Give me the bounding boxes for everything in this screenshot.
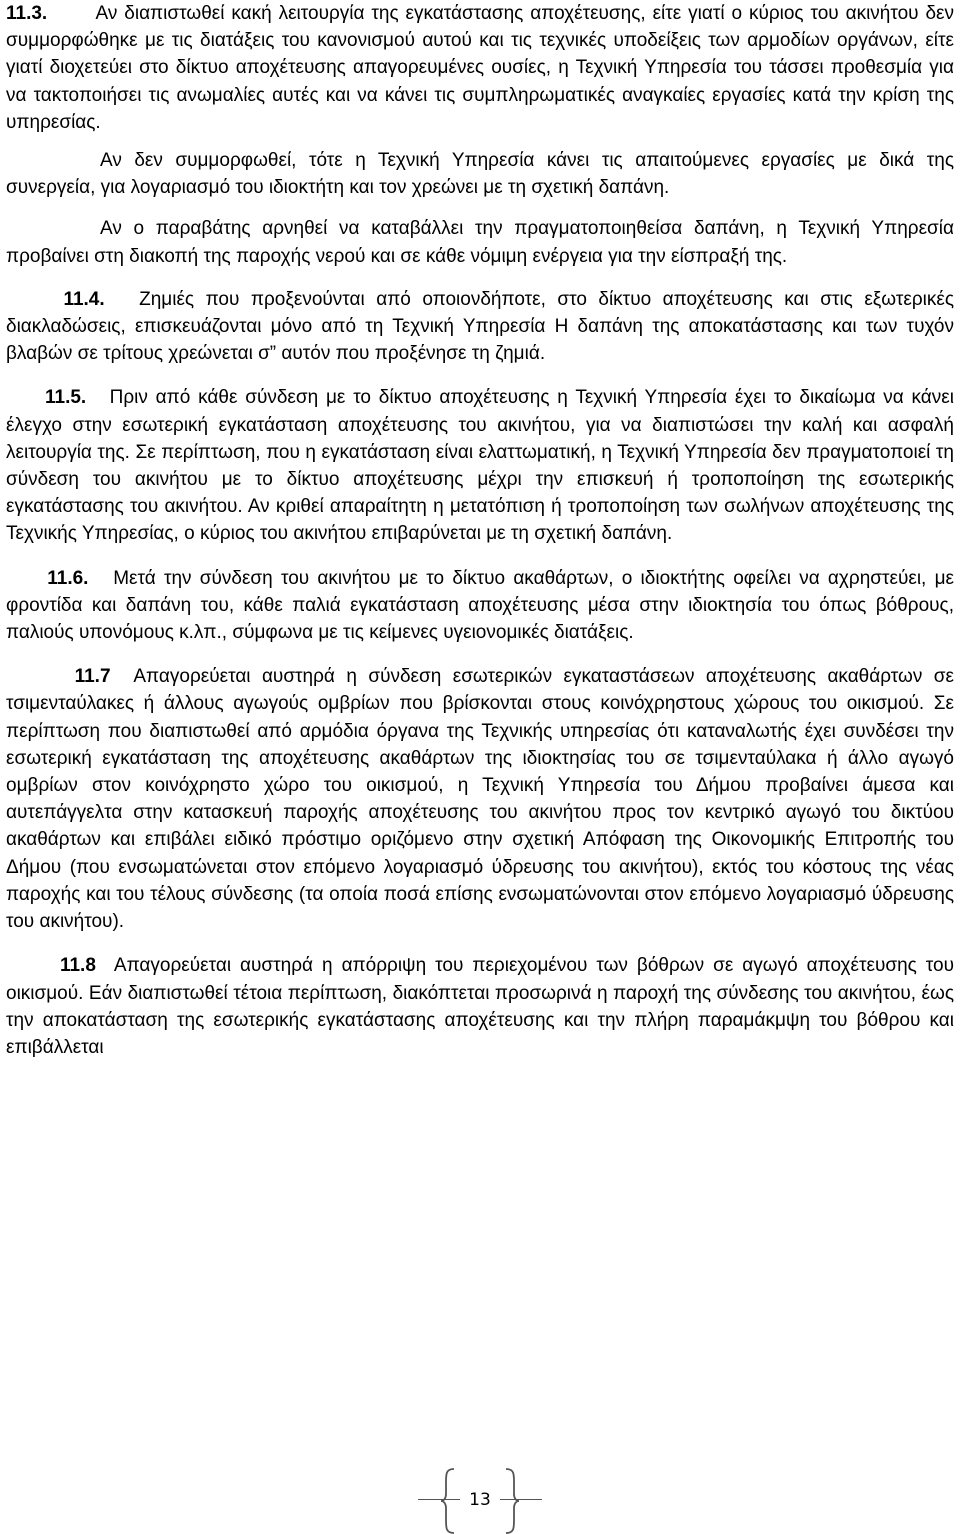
paragraph-text: Αν δεν συμμορφωθεί, τότε η Τεχνική Υπηρεσία κάνει τις απαιτούμενες εργασίες με δικά της συνεργεία, για λογαριασμό του ιδιοκτήτη και τον χρεώνει με τη σχετική δαπάνη. — [6, 150, 954, 199]
paragraph-text: Απαγορεύεται αυστηρά η σύνδεση εσωτερικών εγκαταστάσεων αποχέτευσης ακαθάρτων σε τσιμενταύλακες ή άλλους αγωγούς ομβρίων που βρίσκονται στους κοινόχρηστους χώρους του οικισμού. Σε περίπτωση που διαπιστωθεί από αρμόδια όργανα της Τεχνικής υπηρεσίας ότι καταναλωτής έχει συνδέσει την εσωτερική εγκατάσταση της αποχέτευσης ακαθάρτων της ιδιοκτησίας του σε τσιμενταύλακα ή άλλο αγωγό ομβρίων στον κοινόχρηστο χώρο του οικισμού, η Τεχνική Υπηρεσία του Δήμου προβαίνει άμεσα και αυτεπάγγελτα στην κατασκευή παροχής αποχέτευσης του ακινήτου προς τον κεντρικό αγωγό του δικτύου ακαθάρτων και επιβάλει ειδικό πρόστιμο οριζόμενο στην σχετική Απόφαση της Οικονομικής Επιτροπής του Δήμου (που ενσωματώνεται στον επόμενο λογαριασμό ύδρευσης του ακινήτου), εκτός του κόστους της νέας παροχής και του τέλους σύνδεσης (τα οποία ποσά επίσης ενσωματώνονται στον επόμενο λογαριασμό ύδρευσης του ακινήτου). — [6, 666, 954, 933]
paragraph-11-7 — [6, 663, 954, 935]
footer-rule-right — [500, 1499, 542, 1500]
paragraph-text: Αν διαπιστωθεί κακή λειτουργία της εγκατάστασης αποχέτευσης, είτε γιατί ο κύριος του ακινήτου δεν συμμορφώθηκε με τις διατάξεις του κανονισμού αυτού και τις τεχνικές υποδείξεις των αρμοδίων οργάνων, είτε γιατί διοχετεύει στο δίκτυο αποχέτευσης απαγορευμένες ουσίες, η Τεχνική Υπηρεσία του τάσσει προθεσμία για να τακτοποιήσει τις ανωμαλίες αυτές και να κάνει τις συμπληρωματικές αναγκαίες εργασίες κατά την κρίση της υπηρεσίας. — [6, 3, 954, 133]
paragraph-11-3-continued-1 — [6, 147, 954, 201]
paragraph-text: Μετά την σύνδεση του ακινήτου με το δίκτυο ακαθάρτων, ο ιδιοκτήτης οφείλει να αχρηστεύει, με φροντίδα και δαπάνη του, κάθε παλιά εγκατάσταση αποχέτευσης μέσα στην ιδιοκτησία του όπως βόθρους, παλιούς υπονόμους κ.λπ., σύμφωνα με τις κείμενες υγειονομικές διατάξεις. — [6, 567, 954, 644]
paragraph-text: Ζημιές που προξενούνται από οποιονδήποτε, στο δίκτυο αποχέτευσης και στις εξωτερικές διακλαδώσεις, επισκευάζονται μόνο από τη Τεχνική Υπηρεσία Η δαπάνη της αποκατάστασης και των τυχόν βλαβών σε τρίτους χρεώνεται σ” αυτόν που προξένησε τη ζημιά. — [6, 288, 954, 365]
paragraph-number: 11.4. — [63, 288, 105, 310]
paragraph-number: 11.8 — [59, 955, 96, 977]
paragraph-11-5 — [6, 384, 954, 547]
paragraph-11-3 — [6, 0, 954, 136]
page-number: 13 — [469, 1490, 491, 1510]
paragraph-number: 11.6. — [47, 567, 89, 589]
paragraph-11-6 — [6, 565, 954, 647]
page-footer — [418, 1468, 542, 1534]
paragraph-number: 11.7 — [74, 666, 111, 688]
document-page — [6, 0, 954, 1061]
paragraph-number: 11.5. — [45, 387, 87, 409]
paragraph-11-3-continued-2 — [6, 215, 954, 269]
paragraph-text: Απαγορεύεται αυστηρά η απόρριψη του περιεχομένου των βόθρων σε αγωγό αποχέτευσης του οικισμού. Εάν διαπιστωθεί τέτοια περίπτωση, διακόπτεται προσωρινά η παροχή της σύνδεσης του ακινήτου, έως την αποκατάσταση της εσωτερικής εγκατάστασης αποχέτευσης και την πλήρη παραμάκμψη του βόθρου και επιβάλλεται — [6, 955, 954, 1058]
right-brace-icon — [504, 1468, 520, 1534]
paragraph-11-4 — [6, 286, 954, 368]
paragraph-number: 11.3. — [6, 3, 48, 24]
paragraph-text: Πριν από κάθε σύνδεση με το δίκτυο αποχέτευσης η Τεχνική Υπηρεσία έχει το δικαίωμα να κάνει έλεγχο στην εσωτερική εγκατάσταση αποχέτευσης του ακινήτου, για να διαπιστώσει την καλή και ασφαλή λειτουργία της. Σε περίπτωση, που η εγκατάσταση είναι ελαττωματική, η Τεχνική Υπηρεσία δεν πραγματοποιεί τη σύνδεση του ακινήτου με το δίκτυο αποχέτευσης μέχρι την επισκευή ή τροποποίηση της εσωτερικής εγκατάστασης του ακινήτου. Αν κριθεί απαραίτητη η μετατόπιση ή τροποποίηση των σωλήνων αποχέτευσης της Τεχνικής Υπηρεσίας, ο κύριος του ακινήτου επιβαρύνεται με τη σχετική δαπάνη. — [6, 387, 954, 545]
paragraph-text: Αν ο παραβάτης αρνηθεί να καταβάλλει την πραγματοποιηθείσα δαπάνη, η Τεχνική Υπηρεσία προβαίνει στη διακοπή της παροχής νερού και σε κάθε νόμιμη ενέργεια για την είσπραξή της. — [6, 218, 954, 267]
paragraph-11-8 — [6, 952, 954, 1061]
